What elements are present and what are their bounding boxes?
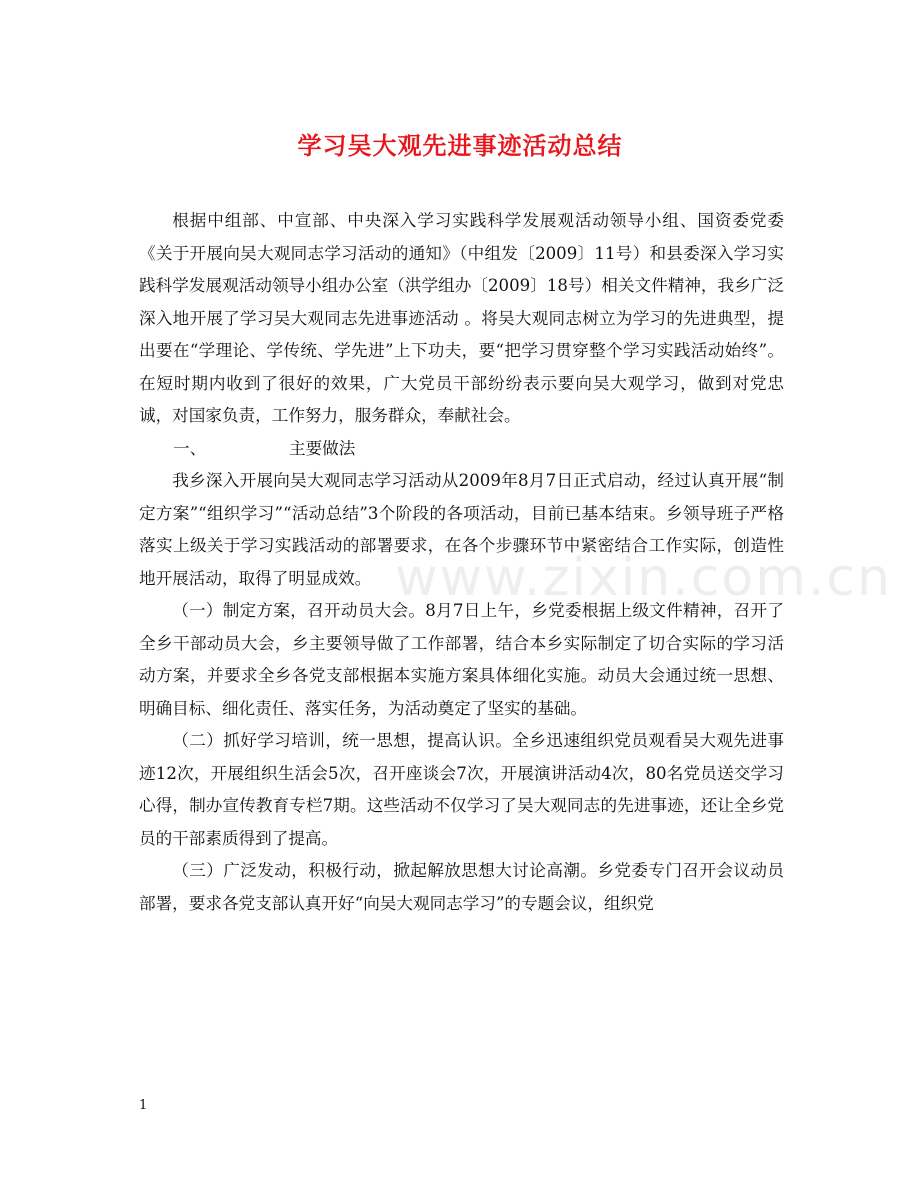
section-heading: [139, 433, 784, 466]
section-title: 主要做法: [289, 438, 356, 458]
page-number: 1: [139, 1098, 148, 1113]
document-title: 学习吴大观先进事迹活动总结: [297, 131, 623, 160]
watermark: www.zixin.com.cn: [395, 548, 892, 608]
body-paragraph: 我乡深入开展向吴大观同志学习活动从2009年8月7日正式启动，经过认真开展“制定方案”“组织学习”“活动总结”3个阶段的各项活动，目前已基本结束。乡领导班子严格落实上级关于学习实践活动的部署要求，在各个步骤环节中紧密结合工作实际，创造性地开展活动，取得了明显成效。: [139, 471, 784, 588]
body-paragraph: （三）广泛发动，积极行动，掀起解放思想大讨论高潮。乡党委专门召开会议动员部署，要求各党支部认真开好“向吴大观同志学习”的专题会议，组织党: [139, 861, 784, 913]
document-body: [139, 205, 784, 920]
body-paragraph: （一）制定方案，召开动员大会。8月7日上午，乡党委根据上级文件精神，召开了全乡干部动员大会，乡主要领导做了工作部署，结合本乡实际制定了切合实际的学习活动方案，并要求全乡各党支部根据本实施方案具体细化实施。动员大会通过统一思想、明确目标、细化责任、落实任务，为活动奠定了坚实的基础。: [139, 601, 784, 718]
section-number: 一、: [173, 438, 207, 458]
intro-paragraph: 根据中组部、中宣部、中央深入学习实践科学发展观活动领导小组、国资委党委《关于开展向吴大观同志学习活动的通知》（中组发〔2009〕11号）和县委深入学习实践科学发展观活动领导小组办公室（洪学组办〔2009〕18号）相关文件精神，我乡广泛深入地开展了学习吴大观同志先进事迹活动 。将吴大观同志树立为学习的先进典型，提出要在“学理论、学传统、学先进”上下功夫，要“把学习贯穿整个学习实践活动始终”。在短时期内收到了很好的效果，广大党员干部纷纷表示要向吴大观学习，做到对党忠诚，对国家负责，工作努力，服务群众，奉献社会。: [139, 211, 784, 425]
body-paragraph: （二）抓好学习培训，统一思想，提高认识。全乡迅速组织党员观看吴大观先进事迹12次，开展组织生活会5次，召开座谈会7次，开展演讲活动4次，80名党员送交学习心得，制办宣传教育专栏7期。这些活动不仅学习了吴大观同志的先进事迹，还让全乡党员的干部素质得到了提高。: [139, 731, 784, 848]
